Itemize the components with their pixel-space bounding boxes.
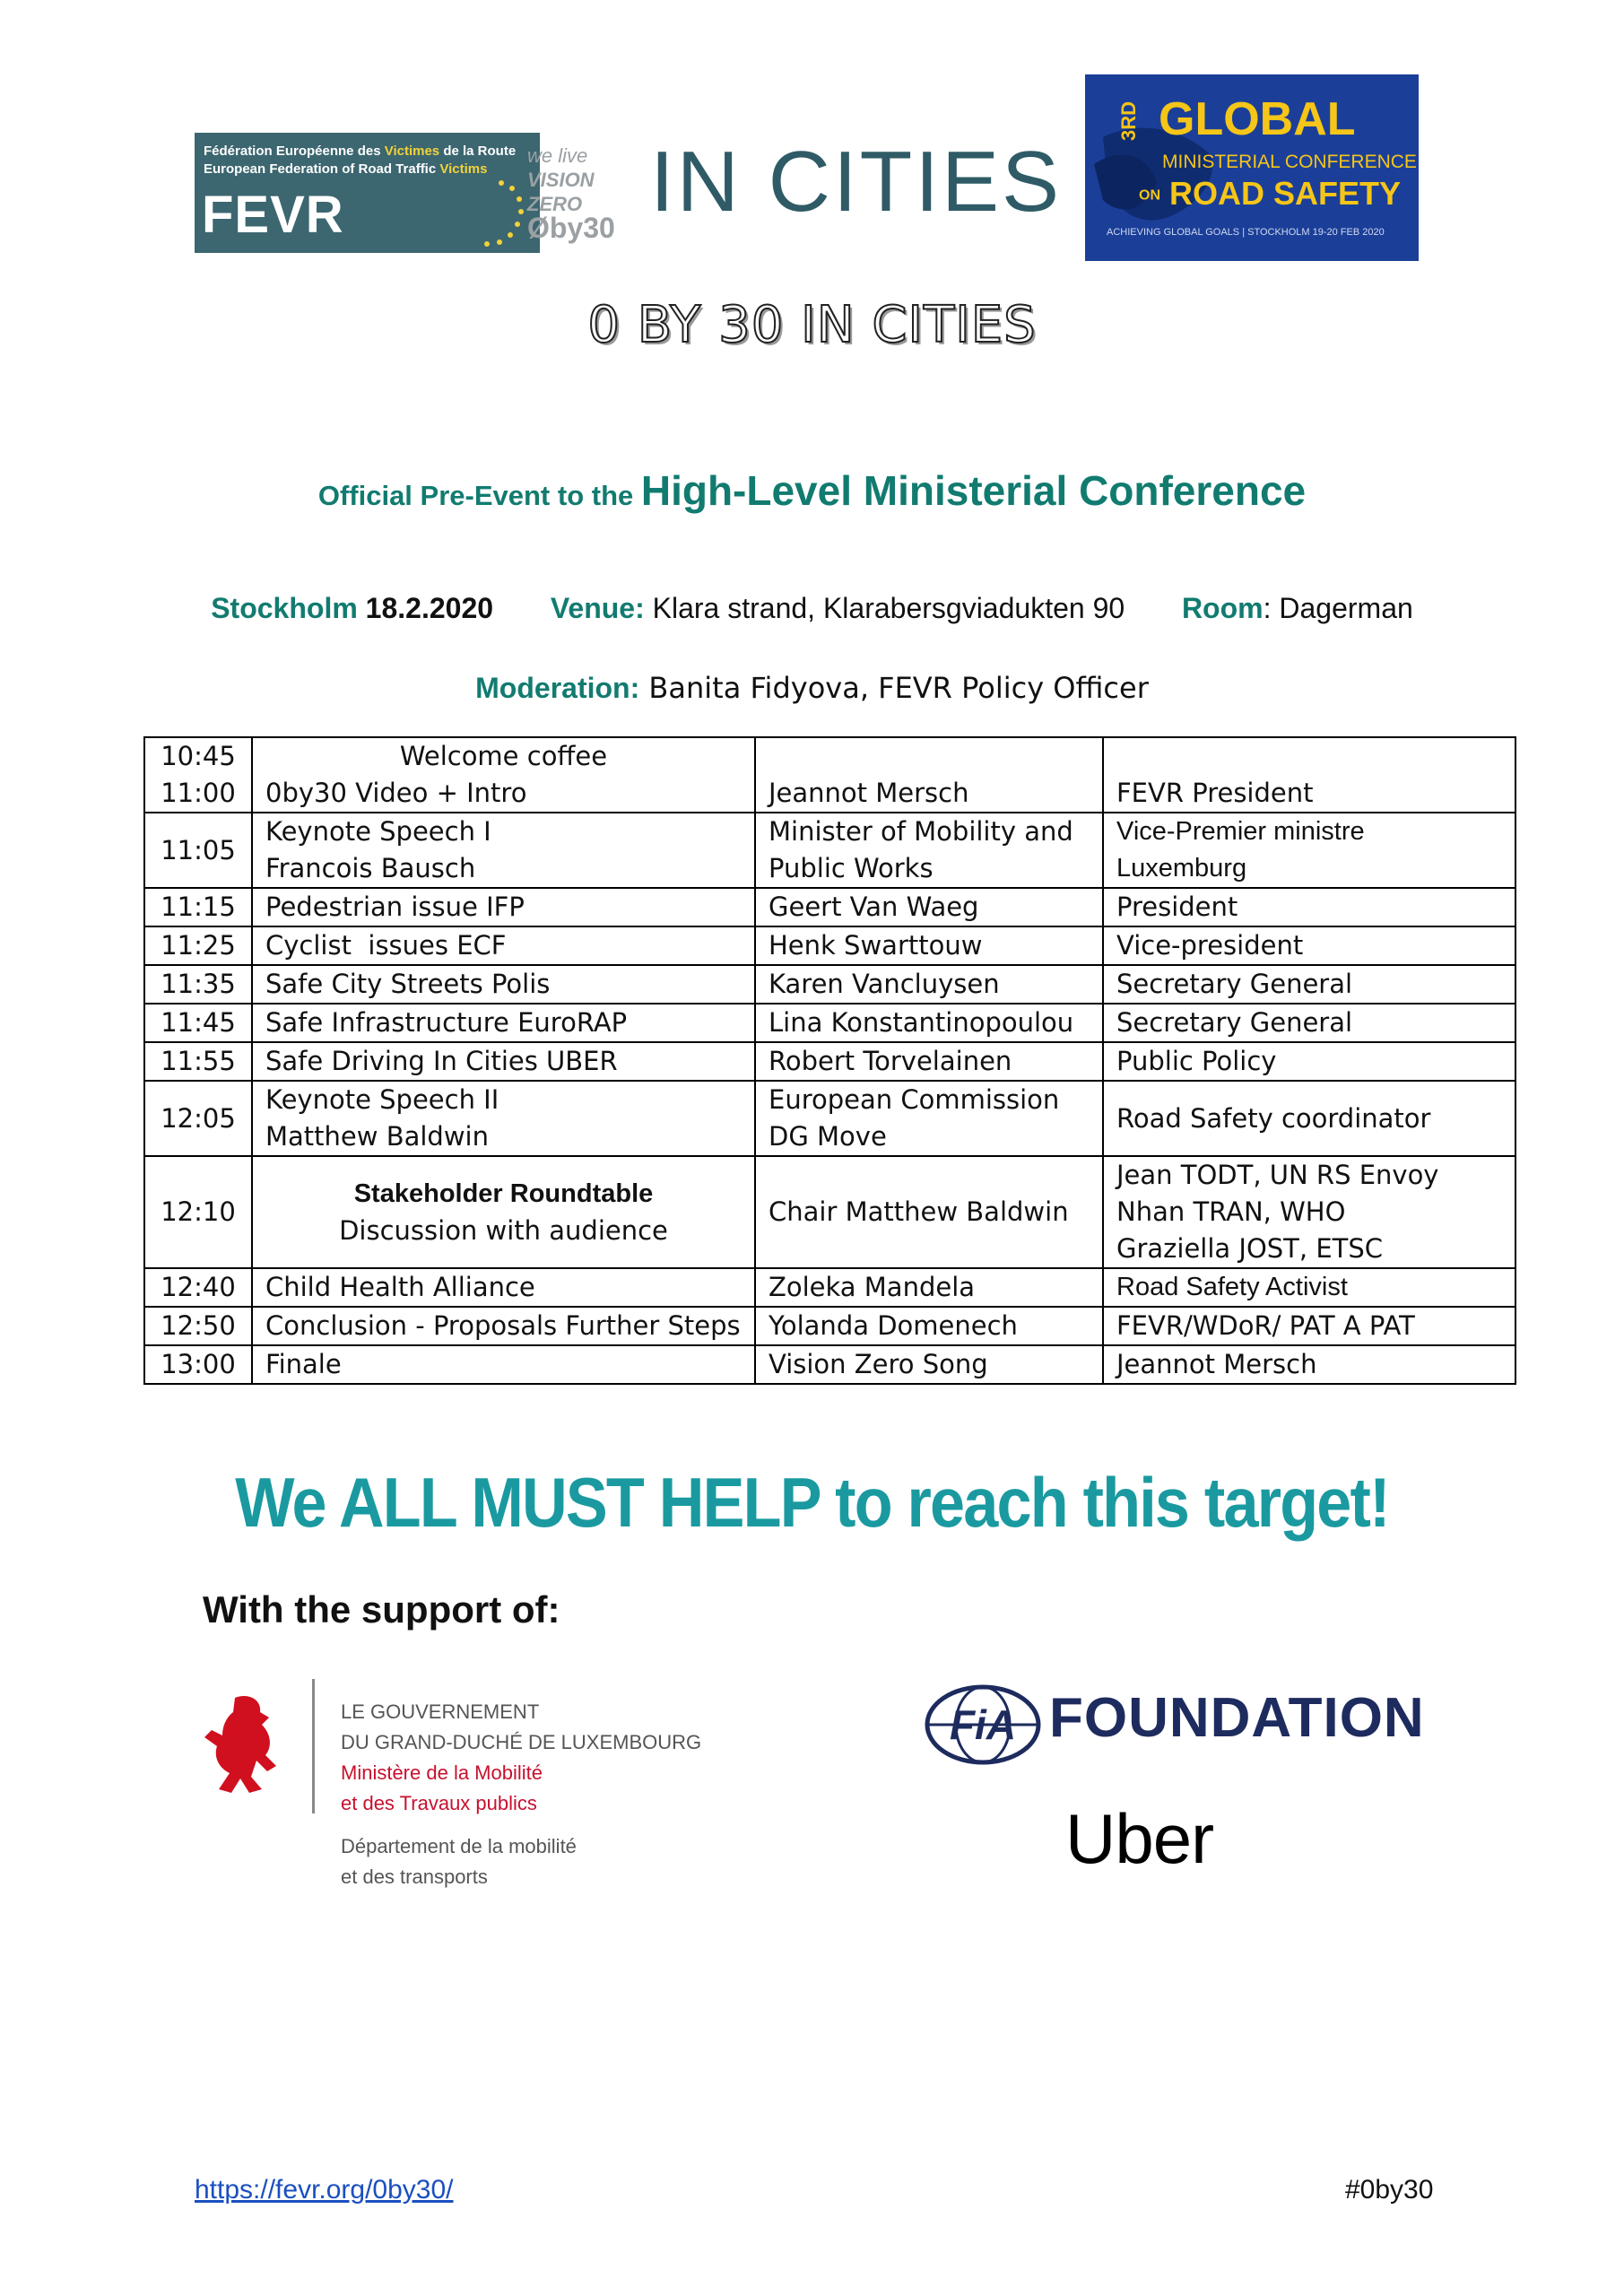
table-row xyxy=(144,1156,1515,1268)
fevr-logo-line1: Fédération Européenne des Victimes de la Route xyxy=(204,144,517,159)
time-cell: 12:40 xyxy=(144,1268,252,1307)
moderation-value: Banita Fidyova, FEVR Policy Officer xyxy=(639,671,1149,705)
speaker-cell: European Commission DG Move xyxy=(755,1081,1103,1156)
schedule-table xyxy=(143,736,1516,1385)
vz-zero: ZERO xyxy=(527,193,583,215)
table-row xyxy=(144,1345,1515,1384)
page-title: 0 BY 30 IN CITIES xyxy=(587,296,1037,354)
time-cell: 12:50 xyxy=(144,1307,252,1345)
fevr-logo xyxy=(195,133,540,253)
room-label: Room xyxy=(1181,592,1264,624)
fevr-logo-name: FEVR xyxy=(202,186,344,244)
topic-cell: Stakeholder Roundtable Discussion with audience xyxy=(252,1156,755,1268)
speaker-cell: Minister of Mobility and Public Works xyxy=(755,813,1103,888)
global-word: GLOBAL xyxy=(1159,93,1356,145)
vz-tag: Øby30 xyxy=(527,212,615,244)
speaker-cell: Zoleka Mandela xyxy=(755,1268,1103,1307)
time-cell: 11:45 xyxy=(144,1004,252,1042)
time-cell: 12:10 xyxy=(144,1156,252,1268)
speaker-cell: Jeannot Mersch xyxy=(755,737,1103,813)
speaker-cell: Yolanda Domenech xyxy=(755,1307,1103,1345)
global-line3: ON ROAD SAFETY xyxy=(1139,175,1402,212)
fevr-logo-line2: European Federation of Road Traffic Victims xyxy=(204,161,488,177)
topic-cell: Keynote Speech I Francois Bausch xyxy=(252,813,755,888)
topic-cell: Safe Infrastructure EuroRAP xyxy=(252,1004,755,1042)
speaker-cell: Henk Swarttouw xyxy=(755,926,1103,965)
global-line2: MINISTERIAL CONFERENCE xyxy=(1162,152,1417,172)
table-row xyxy=(144,1042,1515,1081)
table-row xyxy=(144,1307,1515,1345)
time-cell: 13:00 xyxy=(144,1345,252,1384)
table-row xyxy=(144,1268,1515,1307)
lux-divider xyxy=(312,1679,315,1813)
subtitle-small: Official Pre-Event to the xyxy=(317,480,641,511)
speaker-cell: Geert Van Waeg xyxy=(755,888,1103,926)
vz-we-live: we live xyxy=(527,144,588,167)
in-cities-logo: IN CITIES xyxy=(650,134,1063,230)
event-info xyxy=(0,592,1624,625)
time-cell: 11:15 xyxy=(144,888,252,926)
topic-cell: Pedestrian issue IFP xyxy=(252,888,755,926)
lux-line4: et des Travaux publics xyxy=(341,1792,537,1814)
fia-badge-text: FiA xyxy=(949,1701,1017,1748)
fia-foundation-logo: FOUNDATION xyxy=(1049,1687,1425,1749)
speaker-cell: Vision Zero Song xyxy=(755,1345,1103,1384)
speaker-cell: Chair Matthew Baldwin xyxy=(755,1156,1103,1268)
time-cell: 11:35 xyxy=(144,965,252,1004)
role-cell: Jeannot Mersch xyxy=(1103,1345,1515,1384)
role-cell: Road Safety Activist xyxy=(1103,1268,1515,1307)
role-cell: Secretary General xyxy=(1103,1004,1515,1042)
topic-cell: Conclusion - Proposals Further Steps xyxy=(252,1307,755,1345)
topic-cell: Keynote Speech II Matthew Baldwin xyxy=(252,1081,755,1156)
role-cell: Public Policy xyxy=(1103,1042,1515,1081)
eu-stars-icon xyxy=(447,176,528,248)
topic-cell: Welcome coffee 0by30 Video + Intro xyxy=(252,737,755,813)
time-cell: 10:45 11:00 xyxy=(144,737,252,813)
footer-hashtag: #0by30 xyxy=(1345,2175,1434,2205)
fia-globe-icon xyxy=(924,1683,1042,1766)
role-cell: Secretary General xyxy=(1103,965,1515,1004)
speaker-cell: Robert Torvelainen xyxy=(755,1042,1103,1081)
time-cell: 11:25 xyxy=(144,926,252,965)
role-cell: Jean TODT, UN RS Envoy Nhan TRAN, WHO Graziella JOST, ETSC xyxy=(1103,1156,1515,1268)
table-row xyxy=(144,1004,1515,1042)
luxembourg-logo-text xyxy=(341,1697,701,1819)
time-cell: 11:05 xyxy=(144,813,252,888)
footer-link[interactable]: https://fevr.org/0by30/ xyxy=(195,2175,454,2205)
room-value: : Dagerman xyxy=(1263,592,1413,624)
table-row xyxy=(144,965,1515,1004)
topic-cell: Cyclist issues ECF xyxy=(252,926,755,965)
city-label: Stockholm xyxy=(211,592,366,624)
role-cell: Vice-president xyxy=(1103,926,1515,965)
venue-label: Venue: xyxy=(550,592,645,624)
venue-value: Klara strand, Klarabersgviadukten 90 xyxy=(644,592,1125,624)
role-cell: FEVR President xyxy=(1103,737,1515,813)
lux-line1: LE GOUVERNEMENT xyxy=(341,1700,540,1723)
speaker-cell: Lina Konstantinopoulou xyxy=(755,1004,1103,1042)
global-on: ON xyxy=(1139,187,1160,204)
subtitle-large: High-Level Ministerial Conference xyxy=(640,467,1307,514)
vision-zero-logo xyxy=(527,144,644,244)
event-date: 18.2.2020 xyxy=(365,592,494,624)
lion-icon xyxy=(199,1691,289,1798)
speaker-cell: Karen Vancluysen xyxy=(755,965,1103,1004)
lux-line3: Ministère de la Mobilité xyxy=(341,1761,543,1784)
slogan: We ALL MUST HELP to reach this target! xyxy=(235,1463,1389,1542)
moderation xyxy=(0,671,1624,705)
topic-cell: Safe City Streets Polis xyxy=(252,965,755,1004)
time-cell: 11:55 xyxy=(144,1042,252,1081)
support-label: With the support of: xyxy=(203,1588,560,1631)
topic-cell: Child Health Alliance xyxy=(252,1268,755,1307)
role-cell: Vice-Premier ministre Luxemburg xyxy=(1103,813,1515,888)
luxembourg-department xyxy=(341,1831,577,1892)
lux-line2: DU GRAND-DUCHÉ DE LUXEMBOURG xyxy=(341,1731,702,1753)
time-cell: 12:05 xyxy=(144,1081,252,1156)
table-row xyxy=(144,926,1515,965)
table-row xyxy=(144,813,1515,888)
table-row xyxy=(144,888,1515,926)
role-cell: FEVR/WDoR/ PAT A PAT xyxy=(1103,1307,1515,1345)
global-line4: ACHIEVING GLOBAL GOALS | STOCKHOLM 19-20 FEB 2020 xyxy=(1107,227,1385,238)
uber-logo: Uber xyxy=(1065,1799,1214,1878)
vz-vision: VISION xyxy=(527,169,595,191)
table-row xyxy=(144,737,1515,813)
global-ordinal: 3RD xyxy=(1117,101,1140,142)
moderation-label: Moderation: xyxy=(475,672,640,704)
role-cell: Road Safety coordinator xyxy=(1103,1081,1515,1156)
global-conference-logo xyxy=(1085,74,1419,261)
lux-dept1: Département de la mobilité xyxy=(341,1835,577,1857)
lux-dept2: et des transports xyxy=(341,1866,488,1888)
topic-cell: Finale xyxy=(252,1345,755,1384)
topic-cell: Safe Driving In Cities UBER xyxy=(252,1042,755,1081)
table-row xyxy=(144,1081,1515,1156)
role-cell: President xyxy=(1103,888,1515,926)
subtitle xyxy=(0,466,1624,515)
